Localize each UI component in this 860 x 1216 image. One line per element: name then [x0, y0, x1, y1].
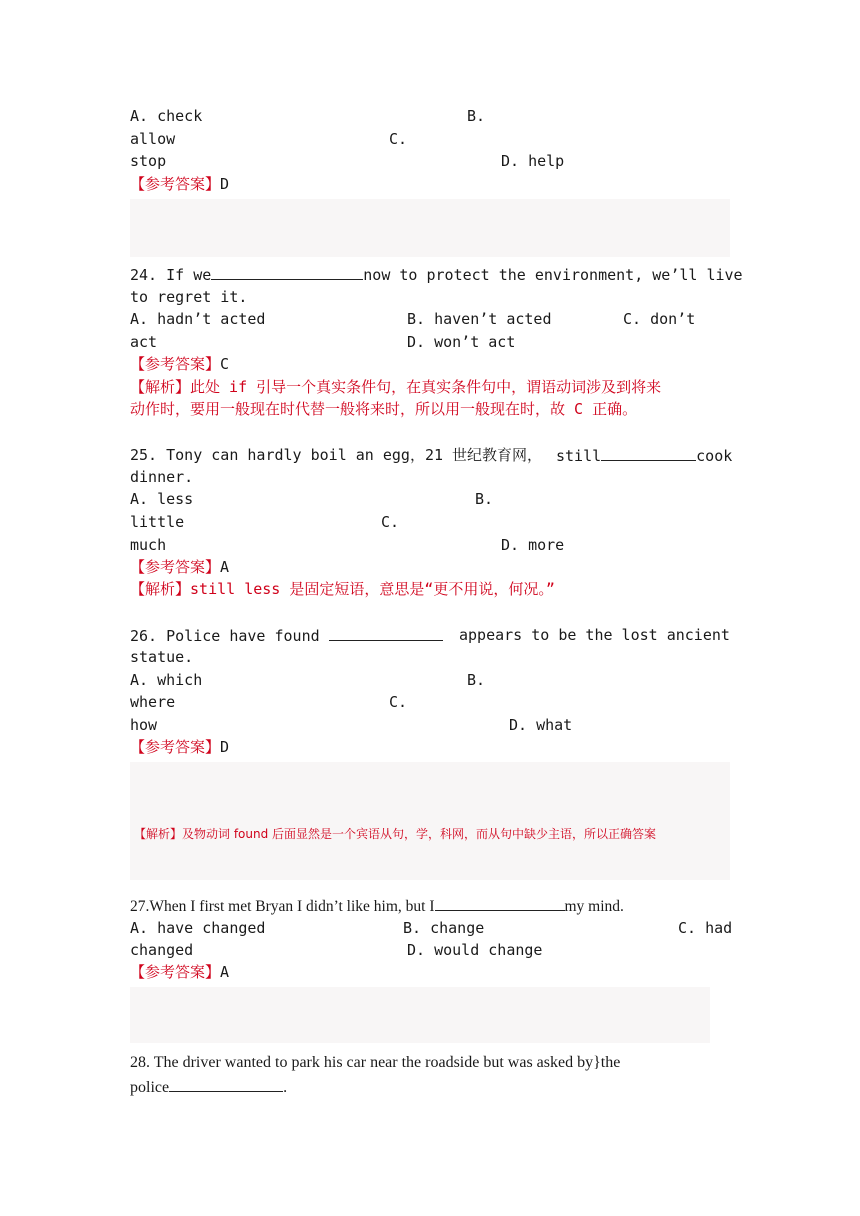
q24-stem: 24. If we now to protect the environment, we’ll live	[130, 263, 743, 286]
q27-stem: 27.When I first met Bryan I didn’t like him, but I my mind.	[130, 894, 624, 918]
q25-option-d: D. more	[501, 536, 565, 554]
q25-option-c-letter: C.	[381, 513, 400, 531]
q25-option-c-text: much	[130, 536, 167, 554]
answer-label: 【参考答案】	[130, 355, 221, 373]
q26-option-d: D. what	[509, 716, 573, 734]
q26-stem: 26. Police have found	[130, 624, 443, 647]
answer-label: 【参考答案】	[130, 558, 221, 576]
q27-answer	[130, 961, 229, 983]
q26-answer	[130, 736, 229, 758]
q26-option-a: A. which	[130, 671, 203, 689]
q26-analysis-image	[130, 762, 730, 880]
q26-stem-line2: statue.	[130, 648, 194, 666]
answer-value: D	[220, 738, 230, 756]
q27-option-d: D. would change	[407, 941, 543, 959]
q27-option-a: A. have changed	[130, 919, 266, 937]
q24-answer	[130, 353, 229, 375]
q27-analysis-line1	[136, 1039, 710, 1043]
q23-option-c-letter: C.	[389, 130, 408, 148]
answer-value: C	[220, 355, 230, 373]
answer-label: 【参考答案】	[130, 963, 221, 981]
q24-stem-line2: to regret it.	[130, 288, 248, 306]
q24-option-d: D. won’t act	[407, 333, 516, 351]
answer-label: 【参考答案】	[130, 738, 221, 756]
q27-option-c-letter: C. had	[678, 919, 733, 937]
analysis-label: 【解析】	[130, 378, 191, 396]
q23-analysis-line1	[136, 251, 730, 257]
q23-option-a: A. check	[130, 107, 203, 125]
q27-option-b: B. change	[403, 919, 485, 937]
q28-stem-line2: police .	[130, 1075, 287, 1099]
q25-answer	[130, 556, 229, 578]
q26-analysis-line1: 【解析】及物动词 found 后面显然是一个宾语从句，学，科网，而从句中缺少主语，所以正确答案	[134, 827, 657, 841]
q23-option-c-text: stop	[130, 152, 167, 170]
q27-blank	[435, 894, 565, 911]
q23-answer	[130, 173, 229, 195]
q25-stem-line2: dinner.	[130, 468, 194, 486]
q25-blank	[601, 444, 696, 461]
q25-stem-tail: still cook	[556, 444, 732, 467]
q24-blank	[211, 263, 363, 280]
answer-value: A	[220, 963, 230, 981]
q25-option-b-text: little	[130, 513, 185, 531]
q24-option-b: B. haven’t acted	[407, 310, 552, 328]
q28-blank	[169, 1075, 283, 1092]
q26-option-c-letter: C.	[389, 693, 408, 711]
answer-value: D	[220, 175, 230, 193]
analysis-label: 【解析】	[130, 580, 191, 598]
q24-analysis-line1: 【解析】此处 if 引导一个真实条件句，在真实条件句中，谓语动词涉及到将来	[130, 378, 662, 396]
q26-option-c-text: how	[130, 716, 158, 734]
q25-option-a: A. less	[130, 490, 194, 508]
q26-option-b-text: where	[130, 693, 176, 711]
q23-option-d: D. help	[501, 152, 565, 170]
q25-stem: 25. Tony can hardly boil an egg，21 世纪教育网，	[130, 446, 543, 464]
q23-option-b-letter: B.	[467, 107, 486, 125]
q27-option-c-text: changed	[130, 941, 194, 959]
q25-analysis: 【解析】still less 是固定短语，意思是“更不用说，何况。”	[130, 580, 555, 598]
q23-analysis-image	[130, 199, 730, 257]
q24-option-c-letter: C. don’t	[623, 310, 696, 328]
q24-option-a: A. hadn’t acted	[130, 310, 266, 328]
answer-label: 【参考答案】	[130, 175, 221, 193]
q26-option-b-letter: B.	[467, 671, 486, 689]
answer-value: A	[220, 558, 230, 576]
q26-stem-suffix: appears to be the lost ancient	[459, 626, 730, 644]
q24-analysis-line2: 动作时，要用一般现在时代替一般将来时，所以用一般现在时，故 C 正确。	[130, 400, 638, 418]
q26-blank	[329, 624, 443, 641]
q27-analysis-image	[130, 987, 710, 1043]
q23-option-b-text: allow	[130, 130, 176, 148]
q28-stem: 28. The driver wanted to park his car near the roadside but was asked by}the	[130, 1054, 621, 1071]
q24-option-c-text: act	[130, 333, 158, 351]
q25-option-b-letter: B.	[475, 490, 494, 508]
